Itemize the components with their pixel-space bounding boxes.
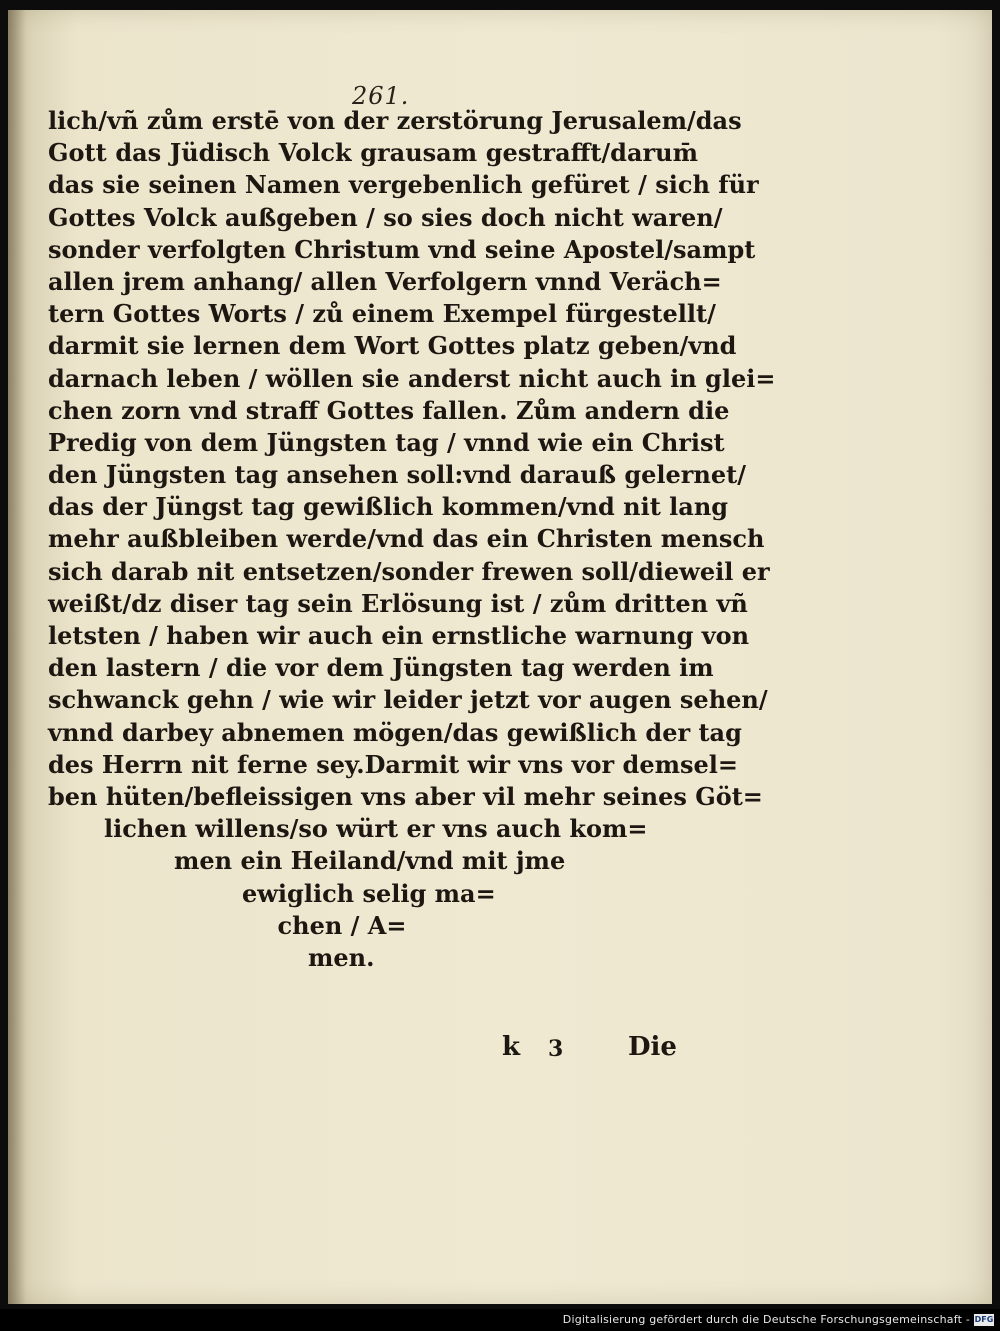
tapered-line: chen / A= — [277, 910, 407, 940]
text-line: Gott das Jüdisch Volck grausam gestrafft/darum̄ — [48, 138, 698, 168]
text-line: schwanck gehn / wie wir leider jetzt vor augen sehen/ — [48, 685, 768, 715]
tapered-line: lichen willens/so würt er vns auch kom= — [104, 814, 648, 844]
text-line: ben hüten/befleissigen vns aber vil mehr seines Göt= — [48, 781, 763, 811]
text-line: mehr außbleiben werde/vnd das ein Christen mensch — [48, 524, 765, 554]
text-line: letsten / haben wir auch ein ernstliche warnung von — [48, 621, 750, 650]
text-line: Predig von dem Jüngsten tag / vnnd wie ein Christ — [48, 427, 725, 457]
body-text — [48, 105, 776, 974]
tapered-line: ewiglich selig ma= — [242, 878, 496, 908]
text-line: tern Gottes Worts / zů einem Exempel fürgestellt/ — [48, 299, 716, 329]
text-line: den Jüngsten tag ansehen soll:vnd darauß gelernet/ — [48, 460, 747, 490]
text-line: chen zorn vnd straff Gottes fallen. Zům andern die — [48, 395, 730, 425]
text-line: vnnd darbey abnemen mögen/das gewißlich der tag — [48, 717, 742, 747]
tapered-line: men ein Heiland/vnd mit jme — [174, 846, 566, 876]
dfg-credit-text: Digitalisierung gefördert durch die Deutsche Forschungsgemeinschaft - — [562, 1313, 970, 1326]
page-number: 261. — [352, 82, 410, 110]
signature-mark: k — [502, 1032, 521, 1062]
text-line: das sie seinen Namen vergebenlich gefüret / sich für — [48, 170, 759, 200]
signature-number: 3 — [548, 1036, 564, 1062]
page-gutter-shadow — [8, 10, 26, 1304]
text-line: sonder verfolgten Christum vnd seine Apostel/sampt — [48, 234, 756, 264]
text-line: lich/vñ zům erstē von der zerstörung Jerusalem/das — [48, 106, 742, 135]
text-line: den lastern / die vor dem Jüngsten tag werden im — [48, 653, 714, 683]
text-line: weißt/dz diser tag sein Erlösung ist / zům dritten vñ — [48, 588, 748, 618]
text-line: sich darab nit entsetzen/sonder frewen soll/dieweil er — [48, 556, 770, 586]
text-line: darmit sie lernen dem Wort Gottes platz geben/vnd — [48, 331, 737, 361]
text-line: allen jrem anhang/ allen Verfolgern vnnd Veräch= — [48, 266, 722, 296]
text-line: Gottes Volck außgeben / so sies doch nicht waren/ — [48, 202, 723, 232]
tapered-line: men. — [308, 942, 375, 972]
dfg-logo-icon: DFG — [974, 1315, 994, 1324]
catchword: Die — [628, 1032, 677, 1062]
text-line: darnach leben / wöllen sie anderst nicht auch in glei= — [48, 363, 776, 393]
text-line: des Herrn nit ferne sey.Darmit wir vns vor demsel= — [48, 749, 739, 779]
text-line: das der Jüngst tag gewißlich kommen/vnd nit lang — [48, 492, 729, 522]
page-footer-line — [0, 1032, 1000, 1072]
